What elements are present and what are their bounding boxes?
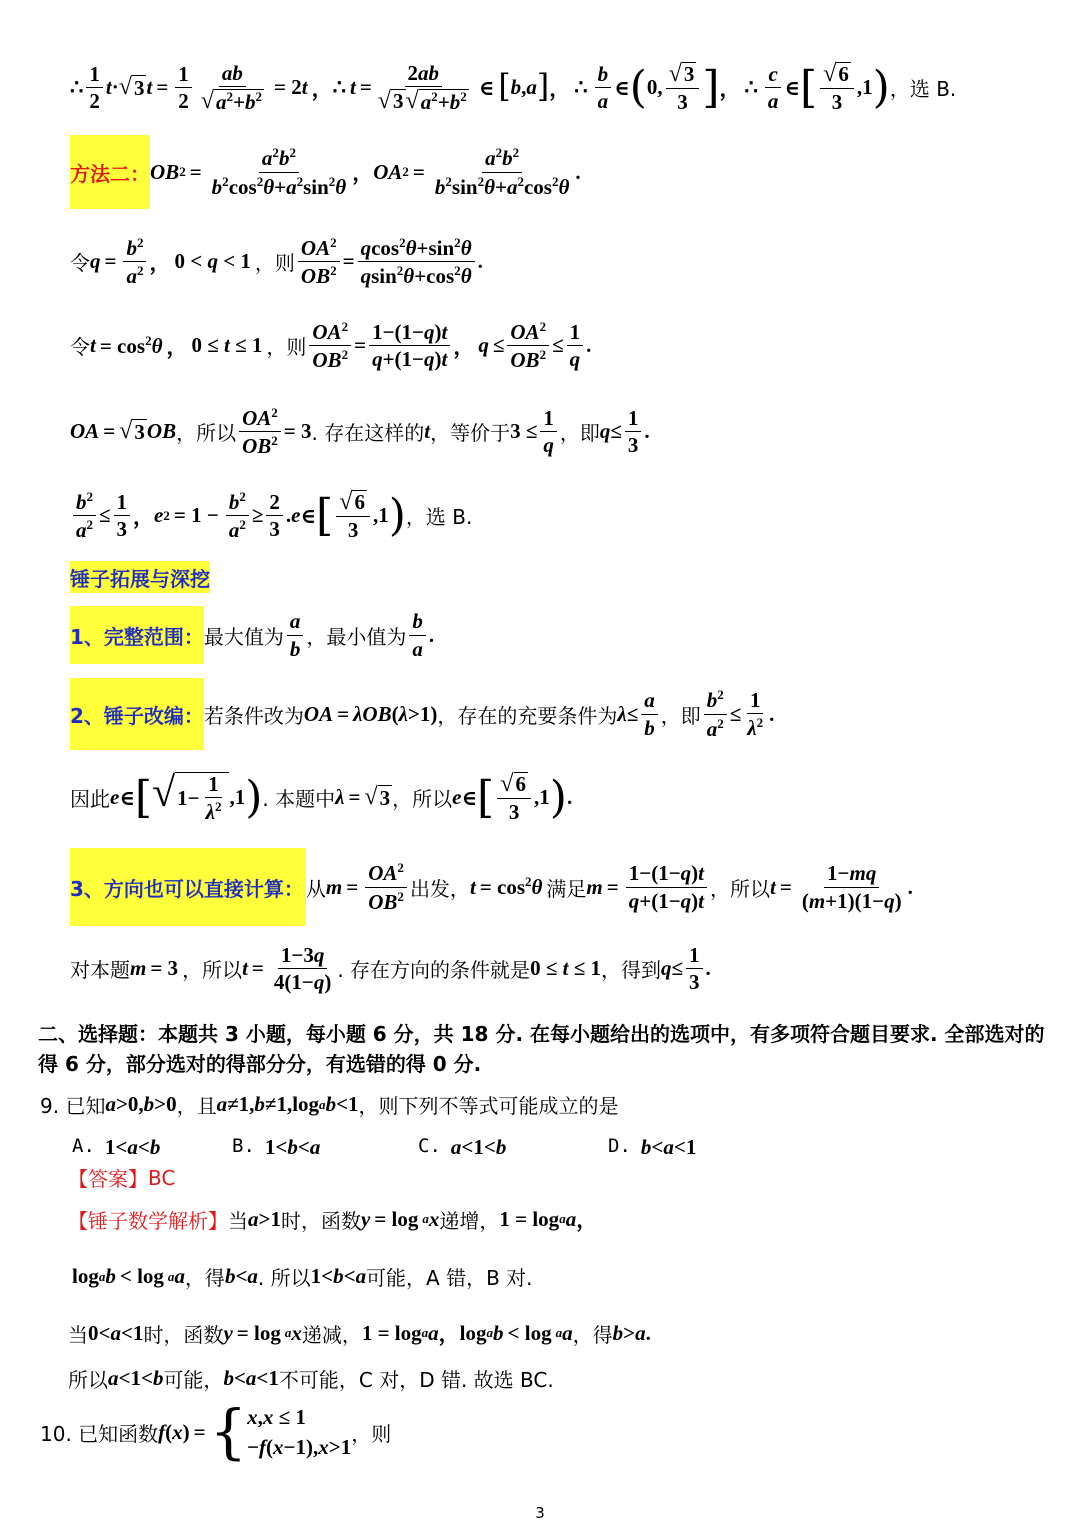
satisfy-text: 满足 [546,876,587,901]
so-text-4: ，所以 [182,958,243,983]
answer-line [68,1163,175,1192]
q9-ask: ，则下列不等式可能成立的是 [358,1094,619,1118]
so-text: ，所以 [176,421,237,446]
analysis-line-3: 当 0<a<1 时，函数 y = log a x 递减， 1 = log a a ， log a b < log a a ，得 b > a . [68,1320,651,1347]
extension-1-line: 1、完整范围： 最大值为 $\frac{a}{b}$ ，最小值为 $\frac{b}{a}$ . [70,606,434,664]
q9-number: 9. 已知 [40,1094,106,1118]
extension-3-label: 3、方向也可以直接计算： [70,876,304,901]
solution-line-1: ∴ $\frac{1}{2}$ t · √ 3 t = $\frac{1}{2}$ ab √ $a^2+b^2$ = 2t ， ∴ t = 2ab √ 3 √ $a^2+b^2$ ∈ [ b , a ] ， ∴ $\frac{b}{a}$ ∈ ( 0, √ 3 3 ] ， ∴ $\frac{c}{a}$ ∈ [ √ 6 3 ,1 ) ，选 B. [70,60,957,115]
let-q-line: 令 q = $\frac{b^2}{a^2}$ ， 0 < q < 1 ，则 $\frac{OA^2}{OB^2}$ = $\frac{qcos^2\theta+\sin^2\theta}{qsin^2\theta+\cos^2\theta}$ . [70,235,483,289]
let-t-line: 令 t = $\cos^2\theta$ ， 0 ≤ t ≤ 1 ，则 $\frac{OA^2}{OB^2}$ = $\frac{1-(1-q)t}{q+(1-q)t}$ ， q ≤ $\frac{OA^2}{OB^2}$ ≤ $\frac{1}{q}$ . [70,319,592,373]
let-text-2: 令 [70,335,90,360]
method2-label: 方法二： [70,161,150,186]
so-text-2: ，所以 [392,787,453,812]
q10-then: ，则 [351,1421,392,1446]
answer-label: 【答案】 [68,1167,148,1191]
option-c[interactable]: C. a<1<b [418,1135,507,1159]
page-number: 3 [535,1504,545,1522]
ext2-ie-text: ，即 [660,703,701,728]
analysis-line-1: 【锤子数学解析】 当 a >1 时，函数 y = log a x 递增， 1 = log a a ， [68,1206,598,1233]
question-10: 10. 已知函数 f (x) = { x,x ≤ 1 −f(x−1),x>1 ，则 [40,1397,392,1467]
analysis-line-4: 所以 a<1<b 可能， b<a<1 不可能，C 对，D 错. 故选 BC. [68,1366,554,1392]
q9-options [72,1135,696,1160]
extension-2-label: 2、锤子改编： [70,703,204,728]
go-text: 出发， [409,876,470,901]
option-d[interactable]: D. b<a<1 [608,1135,697,1159]
equiv-text: ，等价于 [430,421,511,446]
answer-value: BC [148,1165,176,1190]
then-text-2: ，则 [266,335,307,360]
max-text: 最大值为 [203,624,284,649]
get-text: ，得到 [600,958,661,983]
from-text: 从 [305,876,326,901]
so-text-3: ，所以 [710,876,771,901]
q9-and: ，且 [176,1094,217,1118]
section-heading: 二、选择题：本题共 3 小题，每小题 6 分，共 18 分. 在每小题给出的选项中，有多项符合题目要求. 全部选对的得 6 分，部分选对的得部分分，有选错的得 0 分. [38,1022,1045,1076]
ext2-cond-text: ，存在的充要条件为 [437,703,618,728]
question-9: 9. 已知 a >0, b >0 ，且 a ≠1, b ≠1,log a b <1 ，则下列不等式可能成立的是 [40,1092,619,1118]
select-b-text-2: ，选 B. [405,505,473,530]
method2-line: 方法二： OB 2 = $\frac{a^2b^2}{b^2\cos^2\theta+a^2\sin^2\theta}$ ， OA 2 = $\frac{a^2b^2}{b^2\sin^2\theta+a^2\cos^2\theta}$ . [70,135,581,209]
oa-line: OA = √ 3 OB ，所以 $\frac{OA^2}{OB^2}$ = 3 . 存在这样的 t ，等价于 3 ≤ $\frac{1}{q}$ ，即 q ≤ $\frac{1}{3}$ . [70,405,650,459]
let-text: 令 [70,251,90,276]
extension-title-line [70,561,210,593]
option-a[interactable]: A. 1<a<b [72,1135,161,1159]
m3-line: 对本题 m = 3 ，所以 t = $\frac{1-3q}{4(1-q)}$ . 存在方向的条件就是 0 ≤ t ≤ 1 ，得到 q ≤ $\frac{1}{3}$ . [70,943,711,995]
analysis-label: 【锤子数学解析】 [68,1208,228,1233]
min-text: ，最小值为 [306,624,407,649]
ie-text: ，即 [559,421,600,446]
extension-2-line: 2、锤子改编： 若条件改为 OA = λOB ( λ >1) ，存在的充要条件为 λ ≤ $\frac{a}{b}$ ，即 $\frac{b^2}{a^2}$ ≤ $\frac{1}{\lambda^2}$ . [70,678,774,750]
therefore-text: 因此 [70,787,110,812]
this-problem-text: . 本题中 [262,787,336,812]
extension-title: 锤子拓展与深挖 [70,566,210,591]
ext2-text: 若条件改为 [203,703,304,728]
extension-3-line: 3、方向也可以直接计算： 从 m = $\frac{OA^2}{OB^2}$ 出发， t = $\cos^2\theta$ 满足 m = $\frac{1-(1-q)t}{q+(1-q)t}$ ，所以 t = $\frac{1-mq}{(m+1)(1-q)}$ . [70,848,913,926]
cond-text: . 存在方向的条件就是 [337,958,531,983]
select-b-text: ，选 B. [889,77,957,102]
q10-number: 10. 已知函数 [40,1421,159,1446]
extension-1-label: 1、完整范围： [70,624,204,649]
therefore-e-line: 因此 e ∈ [ √ 1− $\frac{1}{\lambda^2}$ ,1 ) . 本题中 λ = √ 3 ，所以 e ∈ [ √ 6 3 ,1 ) . [70,770,573,825]
for-problem-text: 对本题 [70,958,130,983]
option-b[interactable]: B. 1<b<a [232,1135,321,1159]
analysis-line-2: log a b < log a a ，得 b < a . 所以 1<b<a 可能，A 错，B 对. [72,1264,533,1290]
exist-text: . 存在这样的 [311,421,425,446]
e-range-line: $\frac{b^2}{a^2}$ ≤ $\frac{1}{3}$ ， e 2 = 1 − $\frac{b^2}{a^2}$ ≥ $\frac{2}{3}$ . e ∈ [ √ 6 3 ,1 ) ，选 B. [70,490,472,541]
then-text: ，则 [254,251,295,276]
